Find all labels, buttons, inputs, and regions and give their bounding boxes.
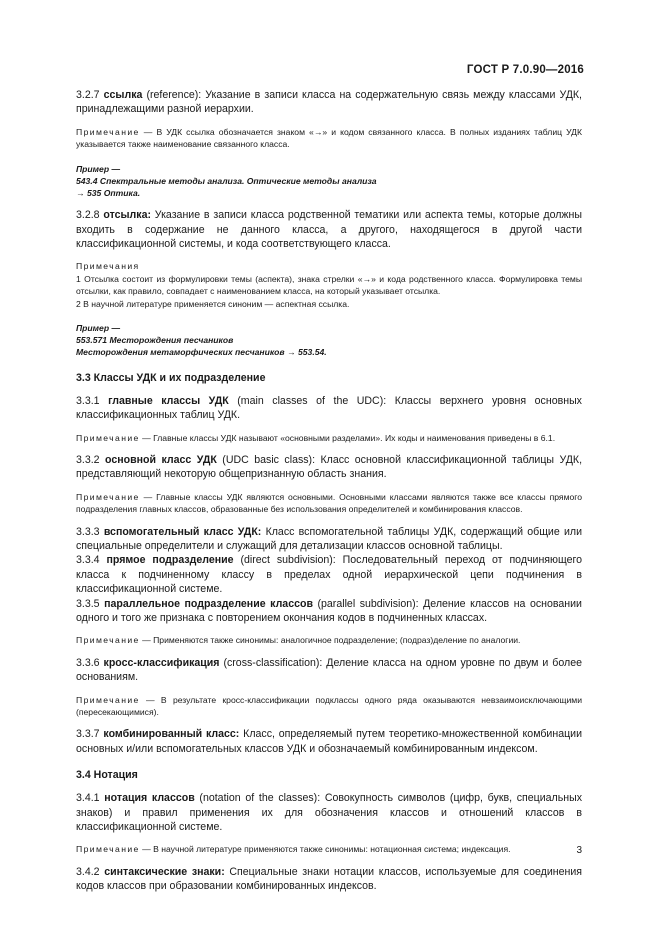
clause-number: 3.3.4 — [76, 554, 100, 567]
example-label: Пример — — [76, 163, 121, 174]
clause-number: 3.3.1 — [76, 394, 100, 407]
clause-3-3-7 — [76, 727, 582, 756]
clause-definition: (cross-classification): Деление класса на одном уровне по двум и более основаниям. — [76, 656, 582, 684]
example-line: 553.571 Месторождения песчаников — [76, 335, 234, 346]
example-label: Пример — — [76, 323, 121, 334]
clause-definition: (direct subdivision): Последовательный переход от подчиняющего класса к подчиненному классу в пределах одной иерархической цепи подчинения в классификационной системе. — [76, 554, 583, 596]
clause-term: основной класс УДК — [105, 453, 217, 466]
clause-3-3-4 — [76, 553, 582, 596]
clause-3-3-6 — [76, 656, 582, 685]
clause-number: 3.2.7 — [76, 89, 100, 101]
note-label: Примечание — [76, 432, 140, 443]
note-text: — В результате кросс-классификации подклассы одного ряда оказываются невзаимоисключающими (пересекающимися). — [76, 694, 582, 717]
clause-note — [76, 491, 582, 516]
note-item: 1 Отсылка состоит из формулировки темы (аспекта), знака стрелки «→» и кода родственного класса. Формулировка темы отсылки, как правило, совпадает с наименованием класса, на который указывает отсылка. — [76, 273, 582, 297]
clause-3-4-1 — [76, 791, 582, 834]
note-text: — В научной литературе применяются также синонимы: нотационная система; индексация. — [139, 844, 511, 855]
clause-number: 3.3.3 — [76, 525, 100, 538]
note-label: Примечание — [76, 694, 140, 705]
clause-definition: (main classes of the UDC): Классы верхнего уровня основных классификационных таблиц УДК. — [76, 394, 582, 422]
clause-number: 3.3.5 — [76, 597, 100, 610]
clause-3-2-8 — [76, 208, 582, 251]
clause-term: прямое подразделение — [106, 554, 234, 567]
note-label: Примечание — [76, 491, 140, 502]
clause-term: нотация классов — [104, 792, 195, 805]
clause-3-3-1 — [76, 394, 582, 423]
clause-definition: (reference): Указание в записи класса на содержательную связь между классами УДК, принадлежащими разной иерархии. — [76, 89, 582, 116]
clause-number: 3.4.2 — [76, 865, 100, 878]
clause-3-3-5 — [76, 597, 582, 626]
clause-number: 3.2.8 — [76, 209, 100, 222]
note-text: — В УДК ссылка обозначается знаком «→» и кодом связанного класса. В полных изданиях таблиц УДК указывается также наименование связанного класса. — [76, 126, 582, 150]
clause-note — [76, 843, 582, 855]
clause-3-3-3 — [76, 525, 582, 554]
clause-term: синтаксические знаки: — [104, 865, 225, 878]
clause-definition: (UDC basic class): Класс основной классификационной таблицы УДК, представляющий некоторую общепризнанную область знания. — [76, 453, 583, 481]
note-label: Примечание — [76, 635, 140, 646]
clause-number: 3.4.1 — [76, 792, 100, 805]
note-text: — Главные классы УДК являются основными. Основными классами являются также все классы прямого подразделения главных классов, образованные без использования определителей и комбинирования классов. — [76, 491, 582, 515]
clause-term: главные классы УДК — [108, 394, 229, 407]
clause-3-2-7 — [76, 88, 582, 117]
clause-term: ссылка — [103, 89, 143, 101]
clause-note — [76, 694, 582, 719]
clause-definition: Специальные знаки нотации классов, используемые для соединения кодов классов при образовании комбинированных индексов. — [76, 865, 582, 893]
section-heading: 3.4 Нотация — [76, 769, 138, 782]
clause-term: вспомогательный класс УДК: — [103, 525, 262, 538]
example-line: 543.4 Спектральные методы анализа. Оптические методы анализа — [76, 175, 377, 186]
clause-definition: Класс вспомогательной таблицы УДК, содержащий общие или специальные определители и служащий для детализации классов основной таблицы. — [76, 525, 582, 552]
clause-note — [76, 634, 582, 646]
example-line: Месторождения метаморфических песчаников → 553.54. — [76, 347, 327, 358]
page-number: 3 — [576, 845, 582, 856]
clause-number: 3.3.6 — [76, 656, 100, 669]
clause-number: 3.3.7 — [76, 728, 100, 741]
clause-number: 3.3.2 — [76, 453, 100, 466]
clause-term: кросс-классификация — [103, 656, 220, 669]
note-item: 2 В научной литературе применяется синоним — аспектная ссылка. — [76, 298, 350, 309]
note-label: Примечание — [76, 844, 140, 855]
clause-definition: Указание в записи класса родственной тематики или аспекта темы, которые должны входить в содержание не данного класса, а другого, находящегося в другой части классификационной системы, и кода соответствующего класса. — [76, 209, 582, 251]
clause-term: комбинированный класс: — [103, 728, 240, 741]
clause-term: отсылка: — [103, 209, 152, 222]
clause-definition: Класс, определяемый путем теоретико-множественной комбинации основных и/или вспомогательных классов УДК и обозначаемый комбинированным индексом. — [76, 728, 582, 755]
notes-label: Примечания — [76, 261, 140, 272]
page-content — [76, 88, 582, 894]
clause-3-4-2 — [76, 865, 582, 894]
clause-term: параллельное подразделение классов — [104, 597, 313, 610]
section-heading: 3.3 Классы УДК и их подразделение — [76, 371, 266, 384]
clause-note — [76, 432, 582, 444]
standard-code: ГОСТ Р 7.0.90—2016 — [466, 64, 584, 76]
note-text: — Главные классы УДК называют «основными разделами». Их коды и наименования приведены в 6.1. — [139, 432, 556, 443]
note-text: — Применяются также синонимы: аналогичное подразделение; (подраз)деление по аналогии. — [139, 635, 521, 646]
clause-3-3-2 — [76, 453, 582, 482]
clause-note — [76, 126, 582, 151]
example-line: → 535 Оптика. — [76, 188, 141, 199]
clause-definition: (notation of the classes): Совокупность символов (цифр, букв, специальных знаков) и правил применения их для обозначения классов и отношений классов в классификационной системе. — [76, 792, 583, 834]
note-label: Примечание — [76, 126, 140, 137]
clause-definition: (parallel subdivision): Деление классов на основании одного и того же признака с повторением окончания кодов в подчиненных классах. — [76, 597, 582, 624]
